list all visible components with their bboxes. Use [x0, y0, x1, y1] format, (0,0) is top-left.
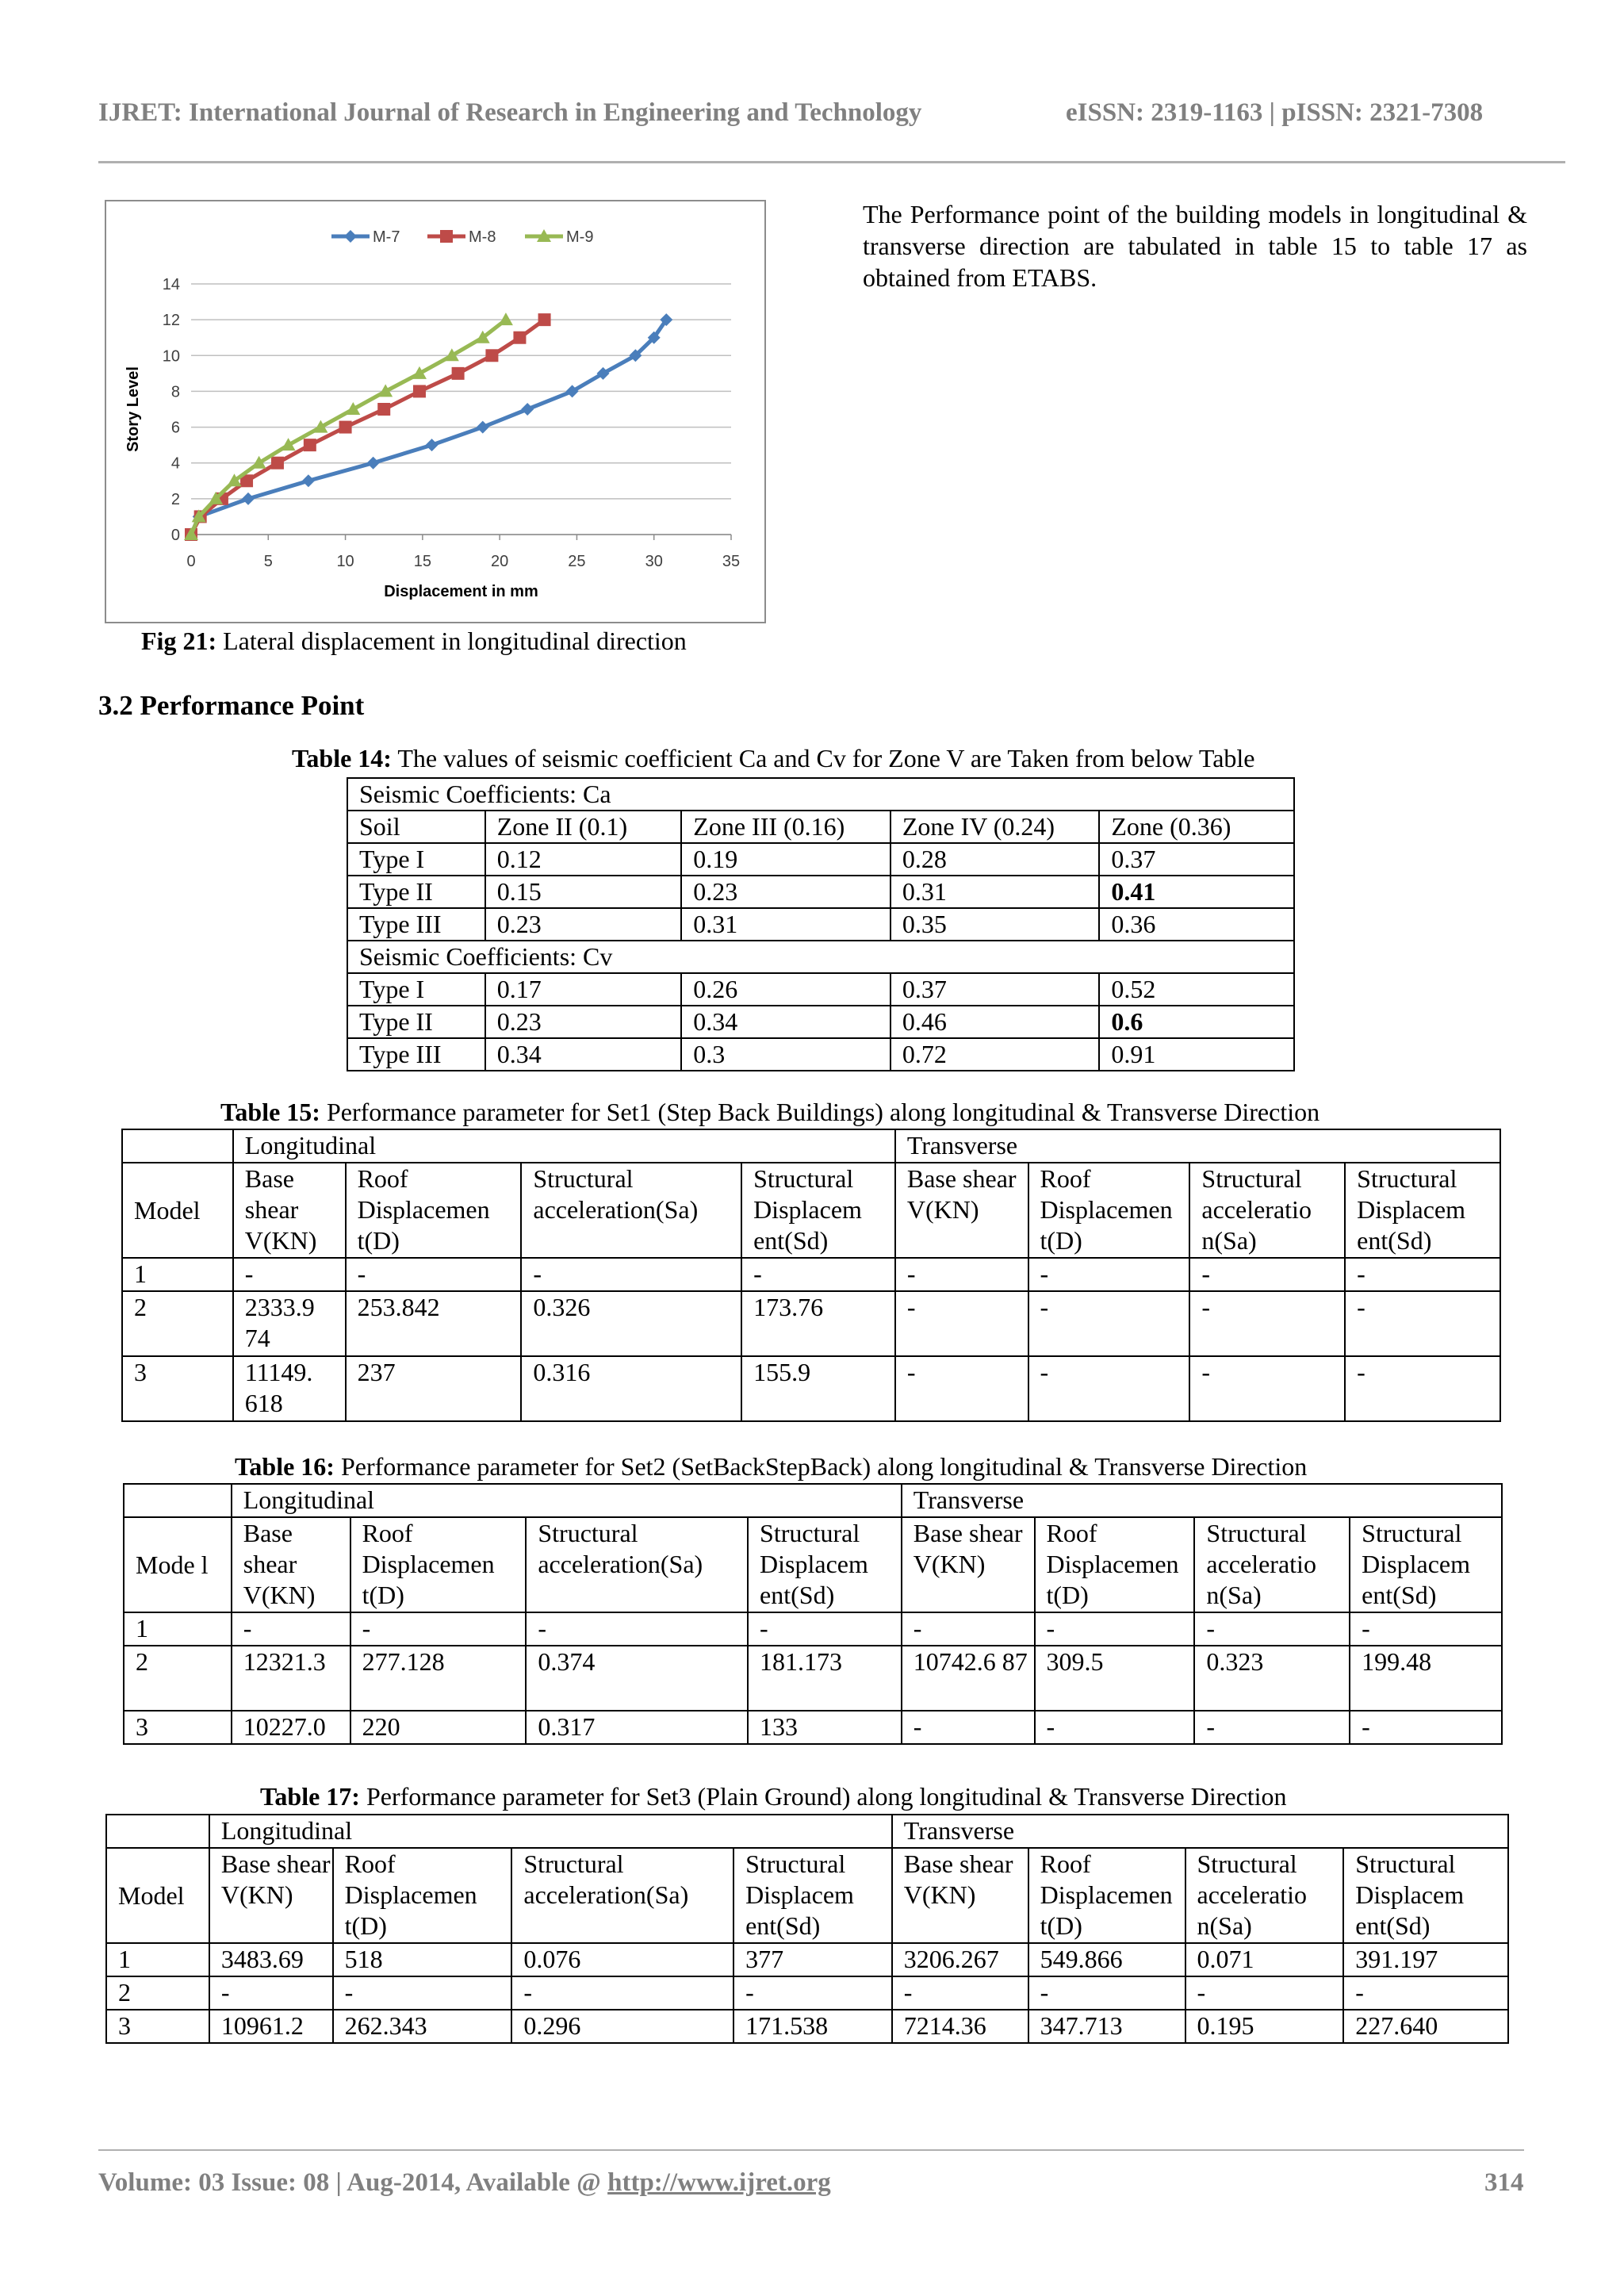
table-16 [123, 1483, 1503, 1745]
table-cell: 0.23 [681, 876, 891, 908]
x-tick-label: 0 [186, 553, 196, 570]
table-cell: 12321.3 [232, 1646, 350, 1711]
table-cell: 0.46 [891, 1006, 1100, 1038]
header-cell: Zone IV (0.24) [891, 811, 1100, 843]
table-cell: 220 [350, 1711, 527, 1744]
data-point-m-7 [302, 474, 315, 487]
table-row [347, 843, 1294, 876]
column-header: Structural Displacem ent(Sd) [1343, 1848, 1508, 1943]
table-cell: 0.071 [1185, 1943, 1344, 1976]
table-row [347, 908, 1294, 941]
table-row [124, 1646, 1502, 1711]
table-cell: - [1194, 1711, 1350, 1744]
table-cell: 2 [124, 1646, 232, 1711]
column-header: Structural acceleration(Sa) [526, 1517, 748, 1612]
table-row [347, 876, 1294, 908]
table-cell: 7214.36 [892, 2010, 1028, 2043]
table-cell: - [1343, 1976, 1508, 2010]
x-axis-title: Displacement in mm [384, 583, 538, 600]
table-15-caption-label: Table 15: [220, 1098, 320, 1126]
table-cell: - [333, 1976, 512, 2010]
column-header: Base shear V(KN) [233, 1163, 346, 1258]
table-cell: 3483.69 [209, 1943, 333, 1976]
table-cell: 3 [124, 1711, 232, 1744]
data-point-m-7 [521, 403, 534, 416]
data-point-m-9 [499, 312, 513, 325]
table-17 [105, 1814, 1509, 2044]
group-longitudinal: Longitudinal [232, 1484, 902, 1517]
empty-cell [124, 1484, 232, 1517]
section-heading: 3.2 Performance Point [98, 690, 365, 721]
legend-label: M-9 [566, 228, 594, 246]
y-tick-label: 10 [162, 347, 180, 366]
table-cell: 0.91 [1099, 1038, 1294, 1071]
table-17-caption-text: Performance parameter for Set3 (Plain Ground) along longitudinal & Transverse Direction [359, 1782, 1287, 1811]
table-cell: 133 [748, 1711, 902, 1744]
footer-divider [98, 2149, 1524, 2151]
table-cell: 549.866 [1028, 1943, 1185, 1976]
data-point-m-8 [452, 367, 465, 380]
table-cell: 0.35 [891, 908, 1100, 941]
column-header: Base shear V(KN) [209, 1848, 333, 1943]
table-cell: 0.12 [485, 843, 682, 876]
table-cell: 3 [122, 1356, 233, 1421]
column-header: Structural Displacem ent(Sd) [733, 1848, 892, 1943]
table-cell: - [1028, 1976, 1185, 2010]
x-tick-label: 10 [336, 553, 354, 570]
table-cell: - [895, 1258, 1028, 1291]
table-cell: 173.76 [741, 1291, 895, 1356]
table-cell: - [902, 1711, 1035, 1744]
data-point-m-7 [242, 493, 255, 505]
y-tick-label: 14 [162, 276, 180, 293]
table-cell: - [346, 1258, 522, 1291]
figure-21-chart [105, 200, 766, 623]
data-point-m-8 [377, 403, 390, 416]
table-cell: 0.195 [1185, 2010, 1344, 2043]
group-longitudinal: Longitudinal [233, 1129, 895, 1163]
table-cell: - [209, 1976, 333, 2010]
table-cell: 309.5 [1035, 1646, 1195, 1711]
table-cell: Type III [347, 1038, 485, 1071]
table-row [122, 1356, 1500, 1421]
table-cell: - [892, 1976, 1028, 2010]
table-cell: 10227.0 [232, 1711, 350, 1744]
data-point-m-8 [271, 457, 284, 470]
table-cell: 3206.267 [892, 1943, 1028, 1976]
column-header: Structural acceleration(Sa) [511, 1848, 733, 1943]
table-cell: 0.26 [681, 973, 891, 1006]
table-cell: 391.197 [1343, 1943, 1508, 1976]
table-cell: - [748, 1612, 902, 1646]
table-cell: - [1028, 1258, 1190, 1291]
intro-paragraph: The Performance point of the building models in longitudinal & transverse direction are tabulated in table 15 to table 17 as obtained from ETABS. [863, 200, 1527, 292]
table-cell: - [1035, 1711, 1195, 1744]
y-tick-label: 8 [170, 383, 180, 401]
table-cell: - [1345, 1258, 1500, 1291]
table-row [122, 1258, 1500, 1291]
table-cell-highlight: 0.6 [1099, 1006, 1294, 1038]
table-cell: - [232, 1612, 350, 1646]
data-point-m-8 [485, 349, 498, 362]
table-cell: 1 [106, 1943, 209, 1976]
table-cell: 0.076 [511, 1943, 733, 1976]
table-cell: 0.296 [511, 2010, 733, 2043]
column-header: Structural acceleratio n(Sa) [1189, 1163, 1345, 1258]
table-cell: 0.3 [681, 1038, 891, 1071]
table-cell: - [1189, 1258, 1345, 1291]
x-tick-label: 5 [263, 553, 273, 570]
data-point-m-8 [513, 332, 526, 344]
header-cell: Zone II (0.1) [485, 811, 682, 843]
column-header: Roof Displacemen t(D) [1028, 1848, 1185, 1943]
table-cell: 0.23 [485, 1006, 682, 1038]
table-cell: 10742.6 87 [902, 1646, 1035, 1711]
table-row [106, 1976, 1508, 2010]
figure-caption-text: Lateral displacement in longitudinal direction [216, 627, 687, 655]
table-cell: 0.31 [891, 876, 1100, 908]
column-header: Base shear V(KN) [895, 1163, 1028, 1258]
legend-label: M-8 [469, 228, 496, 246]
table-cell: 0.374 [526, 1646, 748, 1711]
table-cell: 0.52 [1099, 973, 1294, 1006]
table-cell: 0.37 [891, 973, 1100, 1006]
table-cell: - [1035, 1612, 1195, 1646]
table-cell: 1 [122, 1258, 233, 1291]
y-tick-label: 12 [162, 312, 180, 330]
column-header: Structural acceleratio n(Sa) [1185, 1848, 1344, 1943]
group-transverse: Transverse [895, 1129, 1500, 1163]
table-cell: 0.34 [485, 1038, 682, 1071]
table-cell: 181.173 [748, 1646, 902, 1711]
column-header: Roof Displacemen t(D) [1028, 1163, 1190, 1258]
table-cell: 518 [333, 1943, 512, 1976]
table-cell: - [1194, 1612, 1350, 1646]
legend-marker [440, 230, 453, 243]
x-tick-label: 30 [645, 553, 663, 570]
table-14 [347, 777, 1295, 1071]
chart-svg [106, 201, 764, 622]
table-cell: Type III [347, 908, 485, 941]
ca-title: Seismic Coefficients: Ca [347, 778, 1294, 811]
x-tick-label: 20 [491, 553, 509, 570]
table-cell: - [1185, 1976, 1344, 2010]
table-cell: Type I [347, 973, 485, 1006]
y-tick-label: 0 [170, 527, 180, 544]
group-transverse: Transverse [902, 1484, 1502, 1517]
table-cell: 347.713 [1028, 2010, 1185, 2043]
data-point-m-8 [538, 313, 551, 326]
data-point-m-8 [413, 385, 426, 397]
data-point-m-8 [304, 439, 316, 451]
table-cell: 155.9 [741, 1356, 895, 1421]
table-cell: 0.326 [521, 1291, 741, 1356]
table-cell: - [511, 1976, 733, 2010]
column-header: Structural acceleratio n(Sa) [1194, 1517, 1350, 1612]
header-divider [98, 161, 1565, 163]
table-17-caption-label: Table 17: [260, 1782, 360, 1811]
table-15-caption [220, 1098, 1320, 1127]
table-cell: - [895, 1356, 1028, 1421]
column-header: Base shear V(KN) [232, 1517, 350, 1612]
column-header: Roof Displacemen t(D) [350, 1517, 527, 1612]
column-header: Structural Displacem ent(Sd) [741, 1163, 895, 1258]
footer-volume-text: Volume: 03 Issue: 08 | Aug-2014, Available @ [98, 2168, 608, 2197]
column-header: Base shear V(KN) [902, 1517, 1035, 1612]
column-header: Roof Displacemen t(D) [346, 1163, 522, 1258]
table-cell: 0.17 [485, 973, 682, 1006]
table-cell: 0.323 [1194, 1646, 1350, 1711]
x-tick-label: 25 [568, 553, 586, 570]
table-14-caption-text: The values of seismic coefficient Ca and Cv for Zone V are Taken from below Table [391, 744, 1255, 772]
table-cell: - [1028, 1291, 1190, 1356]
column-header: Roof Displacemen t(D) [1035, 1517, 1195, 1612]
issn-text: eISSN: 2319-1163 | pISSN: 2321-7308 [1066, 98, 1484, 127]
data-point-m-7 [477, 421, 489, 434]
model-header: Model [122, 1163, 233, 1258]
table-cell: 262.343 [333, 2010, 512, 2043]
table-row [347, 1038, 1294, 1071]
cv-title: Seismic Coefficients: Cv [347, 941, 1294, 973]
journal-title: IJRET: International Journal of Research in Engineering and Technology [98, 98, 922, 127]
table-cell: 237 [346, 1356, 522, 1421]
x-tick-label: 35 [722, 553, 741, 570]
table-cell: - [1345, 1291, 1500, 1356]
table-cell: 171.538 [733, 2010, 892, 2043]
column-header: Structural Displacem ent(Sd) [1345, 1163, 1500, 1258]
empty-cell [106, 1815, 209, 1848]
table-cell: 2333.9 74 [233, 1291, 346, 1356]
table-cell: 1 [124, 1612, 232, 1646]
table-cell: 0.36 [1099, 908, 1294, 941]
table-cell: - [733, 1976, 892, 2010]
footer-link[interactable]: http://www.ijret.org [607, 2168, 831, 2197]
column-header: Structural Displacem ent(Sd) [748, 1517, 902, 1612]
legend-marker [344, 230, 357, 243]
table-cell: - [741, 1258, 895, 1291]
header-cell: Zone (0.36) [1099, 811, 1294, 843]
footer-volume [98, 2168, 831, 2198]
table-cell: 11149. 618 [233, 1356, 346, 1421]
column-header: Roof Displacemen t(D) [333, 1848, 512, 1943]
table-15-caption-text: Performance parameter for Set1 (Step Back Buildings) along longitudinal & Transverse Direction [320, 1098, 1320, 1126]
table-cell: 377 [733, 1943, 892, 1976]
group-transverse: Transverse [892, 1815, 1508, 1848]
table-cell: 0.316 [521, 1356, 741, 1421]
table-16-caption-text: Performance parameter for Set2 (SetBackStepBack) along longitudinal & Transverse Direction [334, 1452, 1308, 1481]
table-cell: - [526, 1612, 748, 1646]
table-cell: 253.842 [346, 1291, 522, 1356]
y-axis-title: Story Level [124, 366, 142, 452]
column-header: Base shear V(KN) [892, 1848, 1028, 1943]
model-header: Mode l [124, 1517, 232, 1612]
data-point-m-8 [339, 421, 352, 434]
table-cell: Type II [347, 876, 485, 908]
table-cell: Type I [347, 843, 485, 876]
page-number: 314 [1484, 2168, 1524, 2197]
table-cell: 0.72 [891, 1038, 1100, 1071]
table-cell: - [1350, 1612, 1502, 1646]
y-tick-label: 4 [170, 454, 180, 473]
table-row [124, 1711, 1502, 1744]
table-cell: 0.31 [681, 908, 891, 941]
figure-21-caption [141, 627, 687, 656]
column-header: Structural acceleration(Sa) [521, 1163, 741, 1258]
header-cell: Soil [347, 811, 485, 843]
table-row [124, 1612, 1502, 1646]
y-tick-label: 6 [170, 419, 180, 437]
table-cell: 2 [122, 1291, 233, 1356]
table-cell: 0.28 [891, 843, 1100, 876]
table-15 [121, 1129, 1501, 1422]
table-cell: 0.34 [681, 1006, 891, 1038]
table-row [106, 2010, 1508, 2043]
table-cell: - [1345, 1356, 1500, 1421]
figure-caption-label: Fig 21: [141, 627, 217, 655]
table-cell: - [1189, 1356, 1345, 1421]
table-cell: - [521, 1258, 741, 1291]
data-point-m-7 [367, 457, 380, 470]
table-16-caption-label: Table 16: [235, 1452, 335, 1481]
table-cell: 0.317 [526, 1711, 748, 1744]
table-cell: 10961.2 [209, 2010, 333, 2043]
table-cell: 3 [106, 2010, 209, 2043]
table-cell: 0.23 [485, 908, 682, 941]
data-point-m-7 [426, 439, 439, 451]
table-cell: 199.48 [1350, 1646, 1502, 1711]
table-cell: 227.640 [1343, 2010, 1508, 2043]
table-cell: - [1028, 1356, 1190, 1421]
table-cell: 277.128 [350, 1646, 527, 1711]
header-cell: Zone III (0.16) [681, 811, 891, 843]
table-14-caption [292, 744, 1254, 773]
table-cell: - [1189, 1291, 1345, 1356]
table-cell: - [350, 1612, 527, 1646]
table-17-caption [260, 1782, 1287, 1811]
table-cell-highlight: 0.41 [1099, 876, 1294, 908]
y-tick-label: 2 [170, 490, 180, 508]
table-cell: - [902, 1612, 1035, 1646]
table-cell: - [233, 1258, 346, 1291]
table-row [106, 1943, 1508, 1976]
group-longitudinal: Longitudinal [209, 1815, 892, 1848]
legend-label: M-7 [373, 228, 400, 246]
table-cell: 2 [106, 1976, 209, 2010]
table-cell: Type II [347, 1006, 485, 1038]
table-cell: 0.15 [485, 876, 682, 908]
empty-cell [122, 1129, 233, 1163]
x-tick-label: 15 [413, 553, 431, 570]
table-cell: 0.37 [1099, 843, 1294, 876]
model-header: Model [106, 1848, 209, 1943]
table-14-caption-label: Table 14: [292, 744, 392, 772]
table-cell: 0.19 [681, 843, 891, 876]
table-16-caption [235, 1452, 1307, 1481]
table-cell: - [1350, 1711, 1502, 1744]
column-header: Structural Displacem ent(Sd) [1350, 1517, 1502, 1612]
table-row [347, 973, 1294, 1006]
table-row [347, 1006, 1294, 1038]
table-cell: - [895, 1291, 1028, 1356]
table-row [122, 1291, 1500, 1356]
